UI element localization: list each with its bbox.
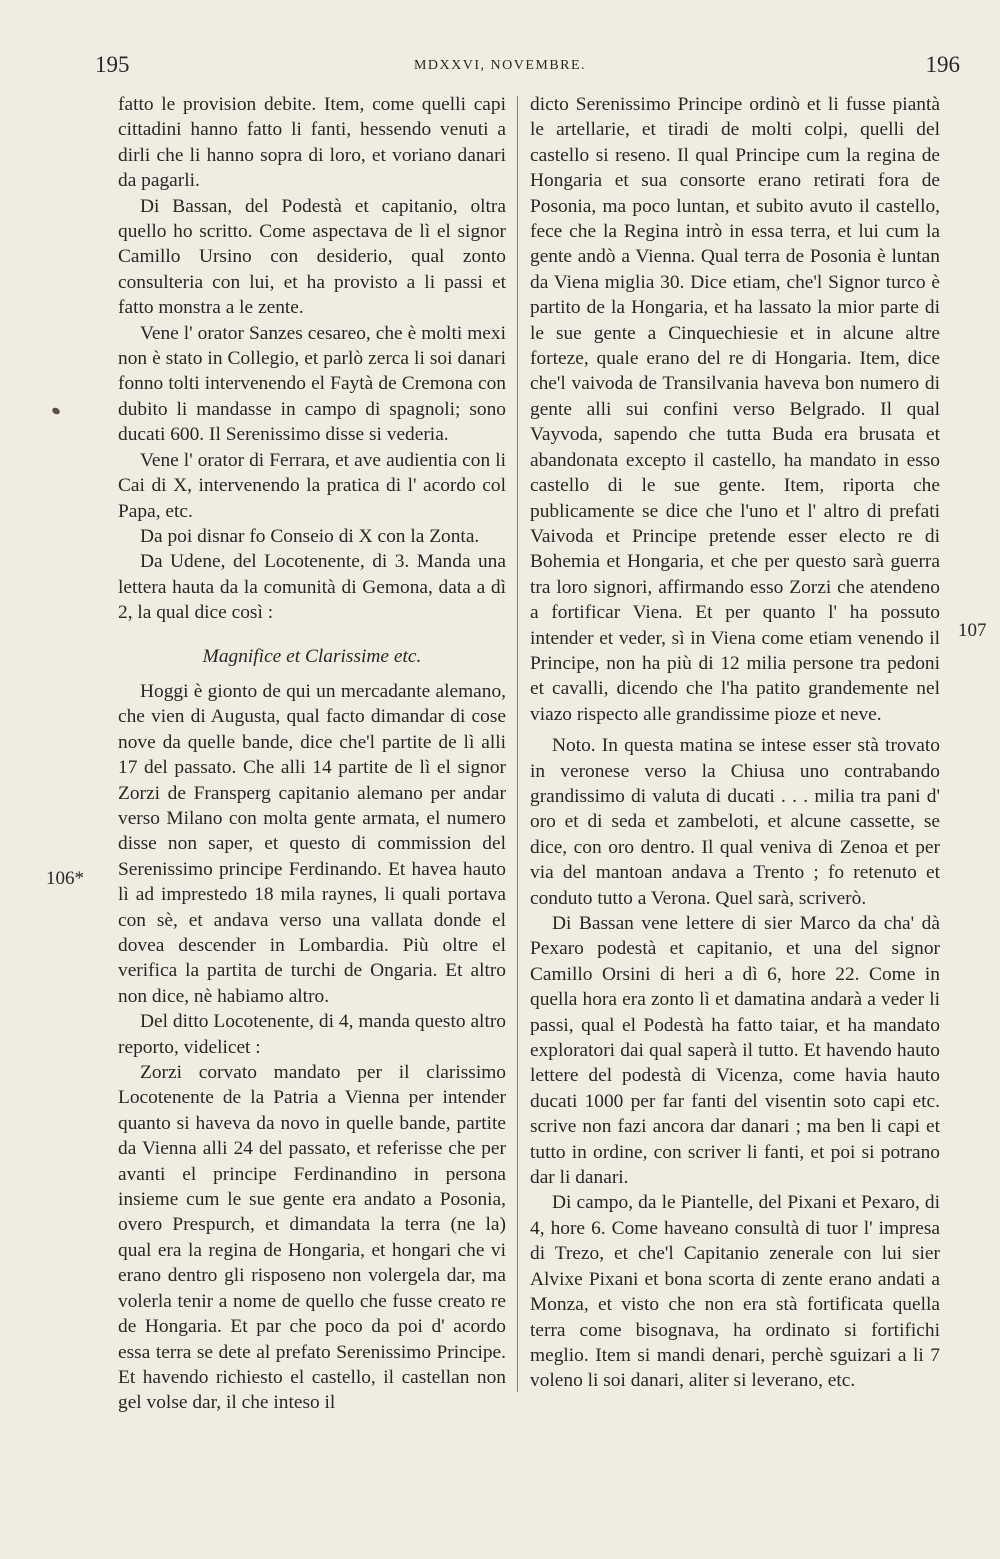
right-column xyxy=(530,92,940,1394)
margin-number-right: 107 xyxy=(958,620,987,641)
paragraph: Vene l' orator di Ferrara, et ave audientia con li Cai di X, intervenendo la pratica di l' acordo col Papa, etc. xyxy=(118,449,506,522)
margin-number-left: 106* xyxy=(46,868,84,889)
paragraph: Vene l' orator Sanzes cesareo, che è molti mexi non è stato in Collegio, et parlò zerca li soi danari fonno tolti intervenendo el Faytà de Cremona con dubito li mandasse in campo di spagnoli; sono ducati 600. Il Serenissimo disse si vederia. xyxy=(118,322,506,446)
running-head: MDXXVI, NOVEMBRE. xyxy=(413,58,587,73)
letter-salutation: Magnifice et Clarissime etc. xyxy=(202,645,422,667)
paragraph: Di campo, da le Piantelle, del Pixani et Pexaro, di 4, hore 6. Come haveano consultà di tuor l' impresa di Trezo, et che'l Capitanio zenerale con lui sier Alvixe Pixani et bona scorta di zente erano andati a Monza, et visto che non era stà fortificata quella terra come bisognava, ha ordinato si fortifichi meglio. Item si mandi denari, perchè sguizari a li 7 voleno li soi danari, aliter si leverano, etc. xyxy=(530,1192,940,1392)
paragraph: Da poi disnar fo Conseio di X con la Zonta. xyxy=(140,525,480,547)
left-column xyxy=(118,92,506,1416)
paragraph: dicto Serenissimo Principe ordinò et li fusse piantà le artellarie, et tiradi de molti colpi, quelli del castello si reseno. Il qual Principe cum la regina de Hongaria et sua consorte erano retirati fora de Posonia, ma poco luntan, et subito avuto il castello, fece che la Regina intrò in essa terra, et lui cum la gente andò a Vienna. Qual terra de Posonia è luntan da Viena miglia 30. Dice etiam, che'l Signor turco è partito de la Hongaria, et ha lassato la mior parte di le sue gente a Cinquechiesie et in alcune altre forteze, quale erano del re di Hongaria. Item, dice che'l vaivoda de Transilvania haveva bon numero di gente alli sui confini verso Belgrado. Il qual Vayvoda, sapendo che tutta Buda era brusata et abandonata excepto il castello, ha mandato in esso castello di le sue gente. Item, riporta che publicamente se dice che l'uno et l' altro di prefati Vaivoda et Principe pretende esser electo re di Bohemia et Hongaria, et che per questo sarà guerra tra loro signori, affirmando esso Zorzi che atendeno a fortificar Viena. Et per quanto l' ha possuto intender et veder, sì in Viena come etiam venendo il Principe, non ha più di 12 milia persone tra pedoni et cavalli, dicendo che l'ha patito grandemente nel viazo rispecto alle grandissime pioze et neve. xyxy=(530,94,940,725)
paragraph: Zorzi corvato mandato per il clarissimo Locotenente de la Patria a Vienna per intender quanto si haveva da novo in quelle bande, partite da Vienna alli 24 del passato, et referisse che per avanti el principe Ferdinandino in persona insieme cum le sue gente era andato a Posonia, overo Prespurch, et dimandata la terra (ne la) qual era la regina de Hongaria, et hongari che vi erano dentro gli risposeno non volergela dar, ma volerla tenir a nome de quello che fusse creato re de Hongaria. Et par che poco da poi d' acordo essa terra se dete al prefato Serenissimo Principe. Et havendo richiesto el castello, il castellan non gel volse dar, il che inteso il xyxy=(118,1062,506,1414)
paragraph: Di Bassan, del Podestà et capitanio, oltra quello ho scritto. Come aspectava de lì el signor Camillo Ursino con desiderio, qual zonto consulteria con lui, et ha provisto a li passi et fatto monstra a le zente. xyxy=(118,195,506,319)
paragraph: Di Bassan vene lettere di sier Marco da cha' dà Pexaro podestà et capitanio, et una del signor Camillo Orsini di heri a dì 6, hore 22. Come in quella hora era zonto lì et damatina andarà a veder li passi, qual el Podestà ha fatto taiar, et ha mandato exploratori dai qual saperà il tutto. Et havendo hauto lettere del podestà di Vicenza, come havia hauto ducati 1000 per far fanti del visentin soto capi etc. scrive non fazi ancora dar danari ; ma ben li capi et tutto in ordine, con scriver li fanti, et poi si potrano dar li danari. xyxy=(530,913,940,1189)
paragraph: fatto le provision debite. Item, come quelli capi cittadini hanno fatto li fanti, hessendo venuti a dirli che li hanno sopra di loro, et voriano danari da pagarli. xyxy=(118,94,506,192)
page-number-right: 196 xyxy=(925,52,960,77)
paragraph: Noto. In questa matina se intese esser stà trovato in veronese verso la Chiusa uno contrabando grandissimo di valuta di ducati . . . milia tra pani d' oro et di seda et zambeloti, et alcune cassette, se dice, con oro dentro. Il qual veniva di Zenoa et per via del mantoan andava a Trento ; fo retenuto et conduto tutto a Verona. Quel sarà, scriverò. xyxy=(530,735,940,909)
ink-blot xyxy=(51,406,61,415)
paragraph: Hoggi è gionto de qui un mercadante alemano, che vien di Augusta, qual facto dimandar di cose nove da quelle bande, dice che'l partite de lì alli 17 del passato. Che alli 14 partite de lì el signor Zorzi de Fransperg capitanio alemano per andar verso Milano con molta gente armata, el numero disse non saper, et questo di commission del Serenissimo principe Ferdinando. Et havea hauto lì ad imprestedo 18 mila raynes, li quali portava con sè, et andava verso una vallata donde el dovea descender in Lombardia. Più oltre el verifica la partita de turchi de Ongaria. Et altro non dice, nè habiamo altro. xyxy=(118,680,506,1007)
paragraph: Da Udene, del Locotenente, di 3. Manda una lettera hauta da la comunità di Gemona, data a dì 2, la qual dice così : xyxy=(118,551,506,624)
page-number-left: 195 xyxy=(95,52,130,77)
column-divider xyxy=(517,96,518,1392)
paragraph: Del ditto Locotenente, di 4, manda questo altro reporto, videlicet : xyxy=(118,1011,506,1058)
